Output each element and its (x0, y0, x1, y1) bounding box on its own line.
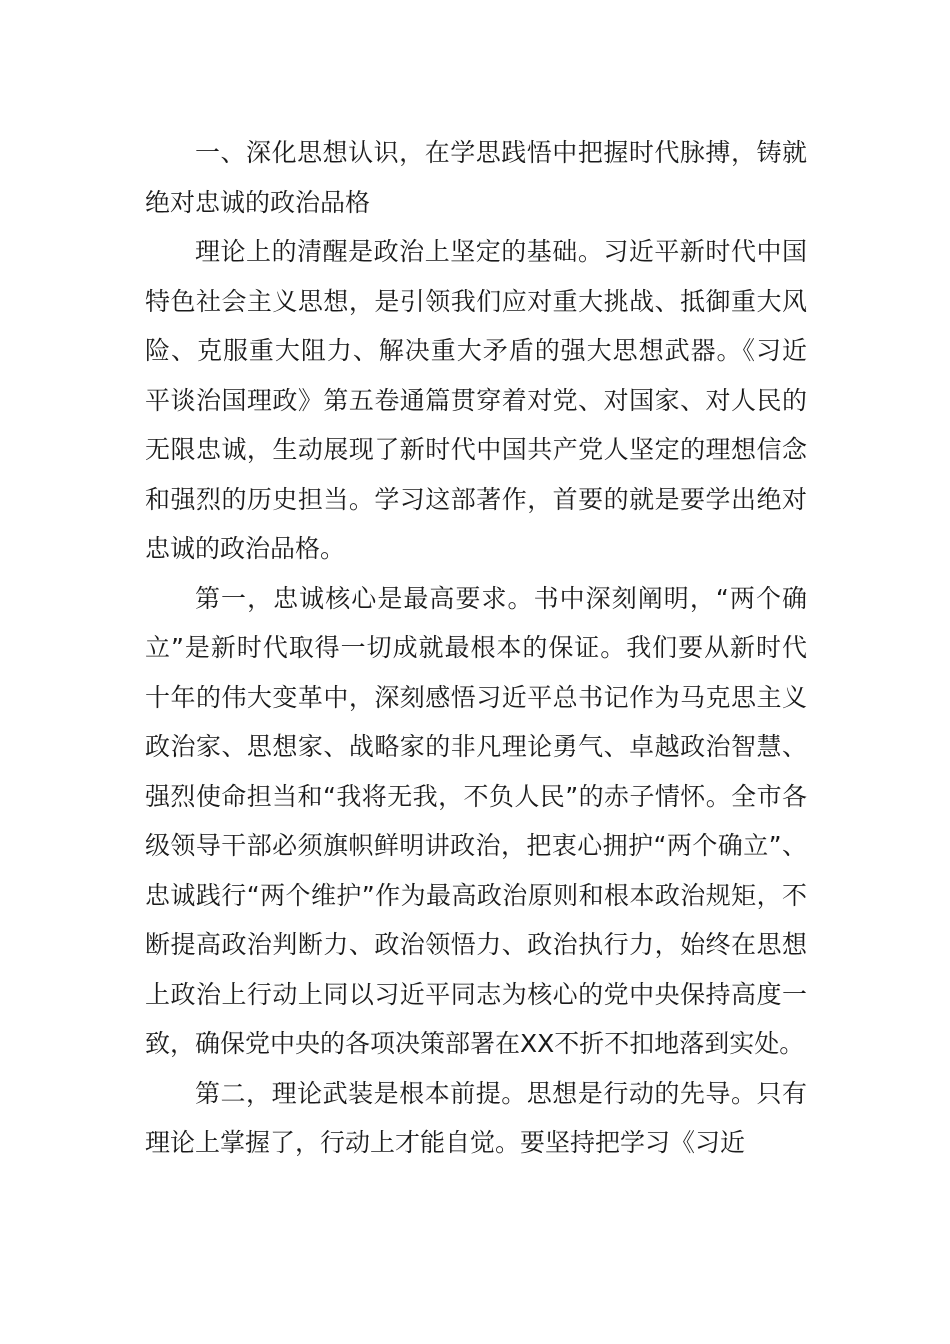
paragraph-intro: 理论上的清醒是政治上坚定的基础。习近平新时代中国特色社会主义思想，是引领我们应对重大挑战、抵御重大风险、克服重大阻力、解决重大矛盾的强大思想武器。《习近平谈治国理政》第五卷通篇贯穿着对党、对国家、对人民的无限忠诚，生动展现了新时代中国共产党人坚定的理想信念和强烈的历史担当。学习这部著作，首要的就是要学出绝对忠诚的政治品格。 (145, 237, 807, 563)
paragraph-first-point: 第一，忠诚核心是最高要求。书中深刻阐明，“两个确立”是新时代取得一切成就最根本的保证。我们要从新时代十年的伟大变革中，深刻感悟习近平总书记作为马克思主义政治家、思想家、战略家的非凡理论勇气、卓越政治智慧、强烈使命担当和“我将无我，不负人民”的赤子情怀。全市各级领导干部必须旗帜鲜明讲政治，把衷心拥护“两个确立”、忠诚践行“两个维护”作为最高政治原则和根本政治规矩，不断提高政治判断力、政治领悟力、政治执行力，始终在思想上政治上行动上同以习近平同志为核心的党中央保持高度一致，确保党中央的各项决策部署在XX不折不扣地落到实处。 (145, 583, 807, 1058)
section-heading: 一、深化思想认识，在学思践悟中把握时代脉搏，铸就绝对忠诚的政治品格 (145, 138, 807, 217)
paragraph-second-point: 第二，理论武装是根本前提。思想是行动的先导。只有理论上掌握了，行动上才能自觉。要坚持把学习《习近 (145, 1078, 807, 1157)
document-body (145, 128, 807, 1168)
